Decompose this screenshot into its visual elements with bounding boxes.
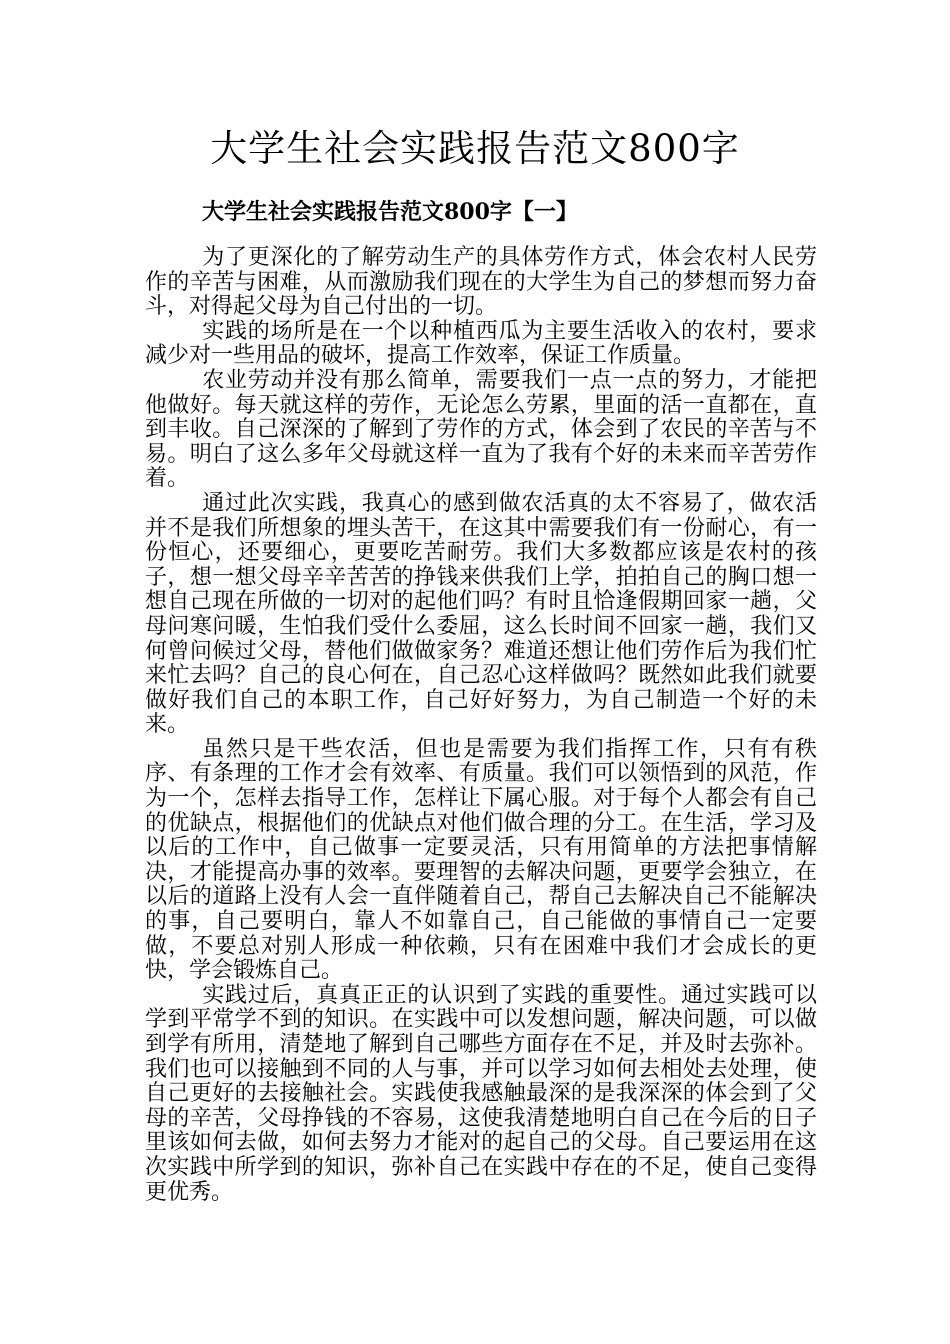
document-title: 大学生社会实践报告范文800字 <box>210 127 740 170</box>
paragraph-1: 为了更深化的了解劳动生产的具体劳作方式，体会农村人民劳作的辛苦与困难，从而激励我们现在的大学生为自己的梦想而努力奋斗，对得起父母为自己付出的一切。 <box>145 245 817 320</box>
section-subtitle: 大学生社会实践报告范文800字【一】 <box>202 199 578 225</box>
paragraph-4: 通过此次实践，我真心的感到做农活真的太不容易了，做农活并不是我们所想象的埋头苦干，在这其中需要我们有一份耐心，有一份恒心，还要细心，更要吃苦耐劳。我们大多数都应该是农村的孩子，想一想父母辛辛苦苦的挣钱来供我们上学，拍拍自己的胸口想一想自己现在所做的一切对的起他们吗？有时且恰逢假期回家一趟，父母问寒问暖，生怕我们受什么委屈，这么长时间不回家一趟，我们又何曾问候过父母，替他们做做家务？难道还想让他们劳作后为我们忙来忙去吗？自己的良心何在，自己忍心这样做吗？既然如此我们就要做好我们自己的本职工作，自己好好努力，为自己制造一个好的未来。 <box>145 490 817 738</box>
paragraph-6: 实践过后，真真正正的认识到了实践的重要性。通过实践可以学到平常学不到的知识。在实践中可以发想问题，解决问题，可以做到学有所用，清楚地了解到自己哪些方面存在不足，并及时去弥补。我们也可以接触到不同的人与事，并可以学习如何去相处去处理，使自己更好的去接触社会。实践使我感触最深的是我深深的体会到了父母的辛苦，父母挣钱的不容易，这使我清楚地明白自己在今后的日子里该如何去做，如何去努力才能对的起自己的父母。自己要运用在这次实践中所学到的知识，弥补自己在实践中存在的不足，使自己变得更优秀。 <box>145 982 817 1205</box>
paragraph-2: 实践的场所是在一个以种植西瓜为主要生活收入的农村，要求减少对一些用品的破坏，提高工作效率，保证工作质量。 <box>145 318 817 369</box>
paragraph-5: 虽然只是干些农活，但也是需要为我们指挥工作，只有有秩序、有条理的工作才会有效率、有质量。我们可以领悟到的风范，作为一个，怎样去指导工作，怎样让下属心服。对于每个人都会有自己的优缺点，根据他们的优缺点对他们做合理的分工。在生活，学习及以后的工作中，自己做事一定要灵活，只有用简单的方法把事情解决，才能提高办事的效率。要理智的去解决问题，更要学会独立，在以后的道路上没有人会一直伴随着自己，帮自己去解决自己不能解决的事，自己要明白，靠人不如靠自己，自己能做的事情自己一定要做，不要总对别人形成一种依赖，只有在困难中我们才会成长的更快，学会锻炼自己。 <box>145 736 817 984</box>
document-body <box>145 246 817 1205</box>
paragraph-3: 农业劳动并没有那么简单，需要我们一点一点的努力，才能把他做好。每天就这样的劳作，无论怎么劳累，里面的活一直都在，直到丰收。自己深深的了解到了劳作的方式，体会到了农民的辛苦与不易。明白了这么多年父母就这样一直为了我有个好的未来而辛苦劳作着。 <box>145 367 817 492</box>
